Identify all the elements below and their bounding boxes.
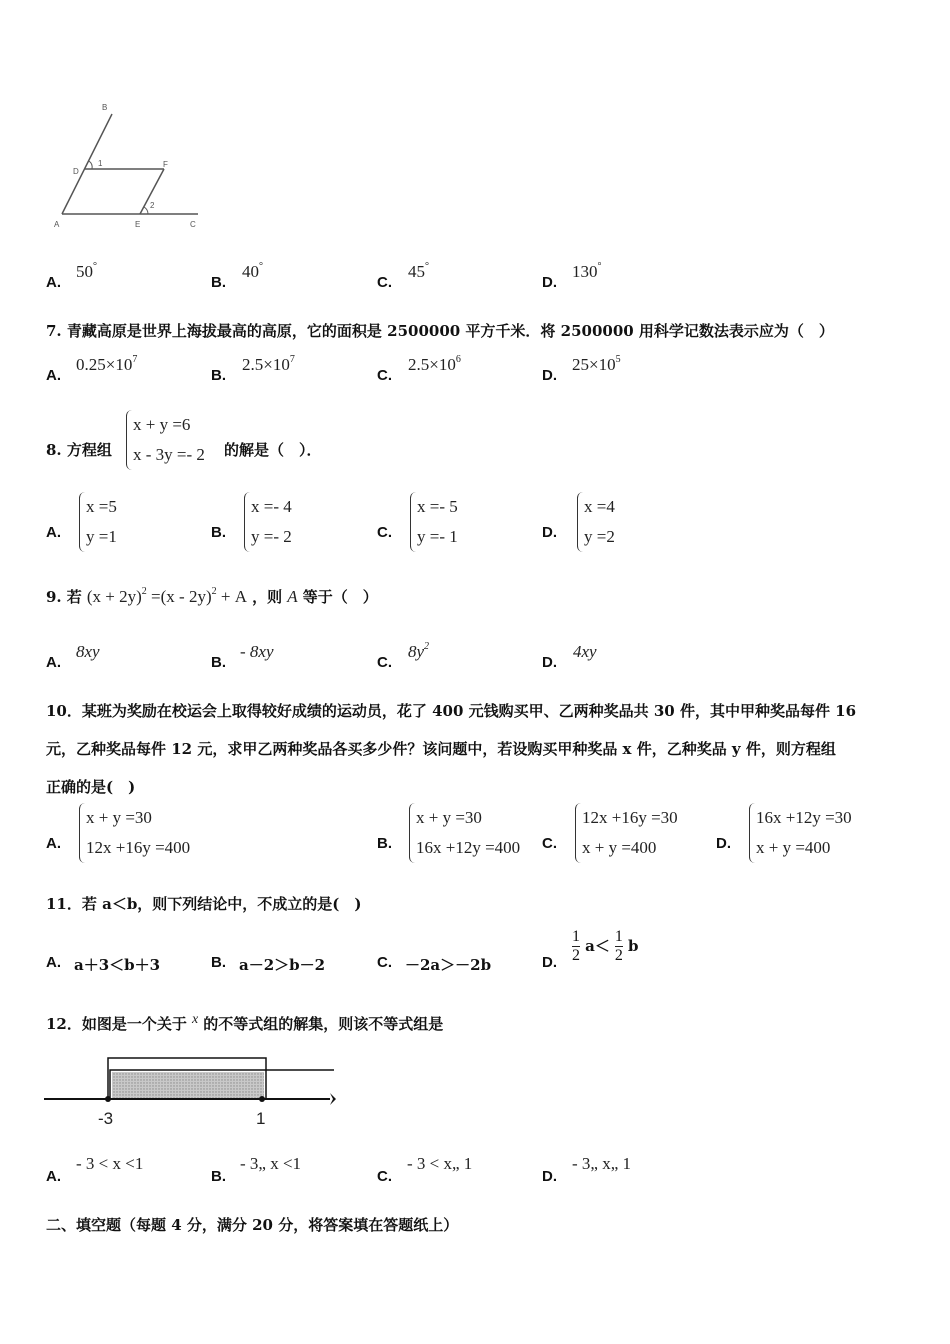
q8-option-d-system (577, 492, 615, 552)
q6-option-c-label[interactable]: C. (377, 274, 392, 291)
q12-option-a-label[interactable]: A. (46, 1168, 61, 1185)
fig-label-A: A (54, 220, 60, 229)
number-line-label-right: 1 (256, 1109, 266, 1128)
q9-suffix: 等于（ ） (302, 588, 378, 606)
q11-question: 11．若 a＜b，则下列结论中，不成立的是( ) (46, 895, 362, 913)
fig-label-2: 2 (150, 201, 155, 210)
q8-system-line-2: x - 3y =- 2 (133, 445, 205, 464)
q10-option-b-line-1: x + y =30 (416, 808, 482, 827)
q10-option-b-label[interactable]: B. (377, 835, 392, 852)
q8-option-b-line-2: y =- 2 (251, 527, 292, 546)
q8-option-c-line-1: x =- 5 (417, 497, 458, 516)
q8-option-a-label[interactable]: A. (46, 524, 61, 541)
q8-option-a-system (79, 492, 117, 552)
q9-var: A (287, 587, 298, 606)
q10-option-a-line-1: x + y =30 (86, 808, 152, 827)
q7-option-c-value: $2.5\times 10^6$ (408, 354, 461, 374)
q7-option-b-value: $2.5\times 10^7$ (242, 354, 295, 374)
q10-option-d-line-2: x + y =400 (756, 838, 831, 857)
q7-question (46, 320, 834, 341)
q9-equation: $(x + 2y)^2 =(x - 2y)^2 + A$ (86, 586, 247, 606)
q8-equation-system (126, 410, 205, 470)
q10-option-a-label[interactable]: A. (46, 835, 61, 852)
q8-option-b-label[interactable]: B. (211, 524, 226, 541)
q8-suffix: 的解是（ ）． (224, 441, 322, 459)
q9-option-d-label[interactable]: D. (542, 654, 557, 671)
q8-option-d-label[interactable]: D. (542, 524, 557, 541)
fraction-half: $\frac{1}{2}$ (572, 928, 580, 964)
q9-number: 9. (46, 588, 62, 606)
fig-label-E: E (135, 220, 141, 229)
q7-option-d-value: $25\times 10^5$ (572, 354, 621, 374)
q9-option-a-value: 8xy (76, 642, 100, 661)
q7-option-d-label[interactable]: D. (542, 367, 557, 384)
q7-number: 7. (46, 322, 62, 340)
q6-option-c-value: 45° (408, 261, 429, 281)
q8-option-c-system (410, 492, 458, 552)
q8-option-d-line-2: y =2 (584, 527, 615, 546)
q8-option-c-line-2: y =- 1 (417, 527, 458, 546)
fig-label-C: C (190, 220, 196, 229)
q12-option-b-label[interactable]: B. (211, 1168, 226, 1185)
q8-option-d-line-1: x =4 (584, 497, 615, 516)
q11-option-d-label[interactable]: D. (542, 954, 557, 971)
q10-option-c-line-1: 12x +16y =30 (582, 808, 678, 827)
q9-option-c-label[interactable]: C. (377, 654, 392, 671)
q9-option-d-value: 4xy (573, 642, 597, 661)
q12-option-a-value: - 3 < x <1 (76, 1154, 144, 1173)
q6-option-b-value: 40° (242, 261, 263, 281)
q11-option-a-value: a＋3＜b＋3 (74, 956, 161, 974)
q11-option-b-value: a－2＞b－2 (239, 956, 326, 974)
q8-option-b-line-1: x =- 4 (251, 497, 292, 516)
q7-option-a-value: $0.25\times 10^7$ (76, 354, 138, 374)
q12-option-c-value: - 3 < x„ 1 (407, 1154, 473, 1173)
q10-option-d-system (749, 803, 852, 863)
q11-option-b-label[interactable]: B. (211, 954, 226, 971)
q8-number-prefix: 8. 方程组 (46, 441, 112, 459)
q10-option-d-line-1: 16x +12y =30 (756, 808, 852, 827)
fig-label-B: B (102, 103, 108, 112)
q8-option-c-label[interactable]: C. (377, 524, 392, 541)
q10-option-c-label[interactable]: C. (542, 835, 557, 852)
q7-text: 青藏高原是世界上海拔最高的高原，它的面积是 2500000 平方千米．将 2500000 用科学记数法表示应为（ ） (66, 322, 834, 340)
q11-option-d-value: $\frac{1}{2}$ a＜ $\frac{1}{2}$ b (572, 928, 639, 964)
q12-option-d-value: - 3„ x„ 1 (572, 1154, 632, 1173)
number-line-label-left: -3 (98, 1109, 114, 1128)
q12-question (46, 1013, 443, 1034)
q7-option-c-label[interactable]: C. (377, 367, 392, 384)
q7-option-a-label[interactable]: A. (46, 367, 61, 384)
q10-option-d-label[interactable]: D. (716, 835, 731, 852)
q12-suffix: 的不等式组的解集，则该不等式组是 (203, 1015, 444, 1033)
q8-option-a-line-1: x =5 (86, 497, 117, 516)
q10-option-b-line-2: 16x +12y =400 (416, 838, 521, 857)
q10-option-c-line-2: x + y =400 (582, 838, 657, 857)
fig-label-F: F (163, 160, 168, 169)
q9-prefix: 若 (66, 588, 82, 606)
q9-option-c-value: $8y^2$ (408, 641, 430, 661)
q9-option-b-value: - 8xy (240, 642, 274, 661)
q7-option-b-label[interactable]: B. (211, 367, 226, 384)
q10-option-a-system (79, 803, 190, 863)
q11-option-c-label[interactable]: C. (377, 954, 392, 971)
q12-option-c-label[interactable]: C. (377, 1168, 392, 1185)
q8-system-line-1: x + y =6 (133, 415, 191, 434)
q6-geometry-figure (40, 96, 210, 236)
q9-then: ，则 (252, 588, 283, 606)
q12-prefix: 12．如图是一个关于 (46, 1015, 187, 1033)
q10-line-1: 10．某班为奖励在校运会上取得较好成绩的运动员，花了 400 元钱购买甲、乙两种奖品共 30 件，其中甲种奖品每件 16 (46, 702, 857, 720)
fraction-half: $\frac{1}{2}$ (614, 928, 623, 964)
q6-option-d-label[interactable]: D. (542, 274, 557, 291)
q10-line-2: 元，乙种奖品每件 12 元，求甲乙两种奖品各买多少件？该问题中，若设购买甲种奖品 x 件，乙种奖品 y 件，则方程组 (46, 740, 836, 758)
q12-option-b-value: - 3„ x <1 (240, 1154, 302, 1173)
q10-option-b-system (409, 803, 520, 863)
q10-option-a-line-2: 12x +16y =400 (86, 838, 191, 857)
q9-option-b-label[interactable]: B. (211, 654, 226, 671)
section-2-heading: 二、填空题（每题 4 分，满分 20 分，将答案填在答题纸上） (46, 1216, 459, 1234)
q8-option-b-system (244, 492, 292, 552)
q8-option-a-line-2: y =1 (86, 527, 117, 546)
q6-option-a-value: 50° (76, 261, 97, 281)
q11-option-c-value: －2a＞－2b (405, 956, 492, 974)
q10-line-3: 正确的是( ) (46, 778, 136, 796)
q9-question (46, 586, 378, 607)
q9-option-a-label[interactable]: A. (46, 654, 61, 671)
q6-option-b-label[interactable]: B. (211, 274, 226, 291)
q12-var: x (191, 1012, 199, 1027)
q10-option-c-system (575, 803, 678, 863)
q11-option-a-label[interactable]: A. (46, 954, 61, 971)
fig-label-D: D (73, 167, 79, 176)
fig-label-1: 1 (98, 159, 103, 168)
q12-number-line-figure (44, 1052, 336, 1132)
q6-option-d-value: 130° (572, 261, 602, 281)
q12-option-d-label[interactable]: D. (542, 1168, 557, 1185)
q6-option-a-label[interactable]: A. (46, 274, 61, 291)
